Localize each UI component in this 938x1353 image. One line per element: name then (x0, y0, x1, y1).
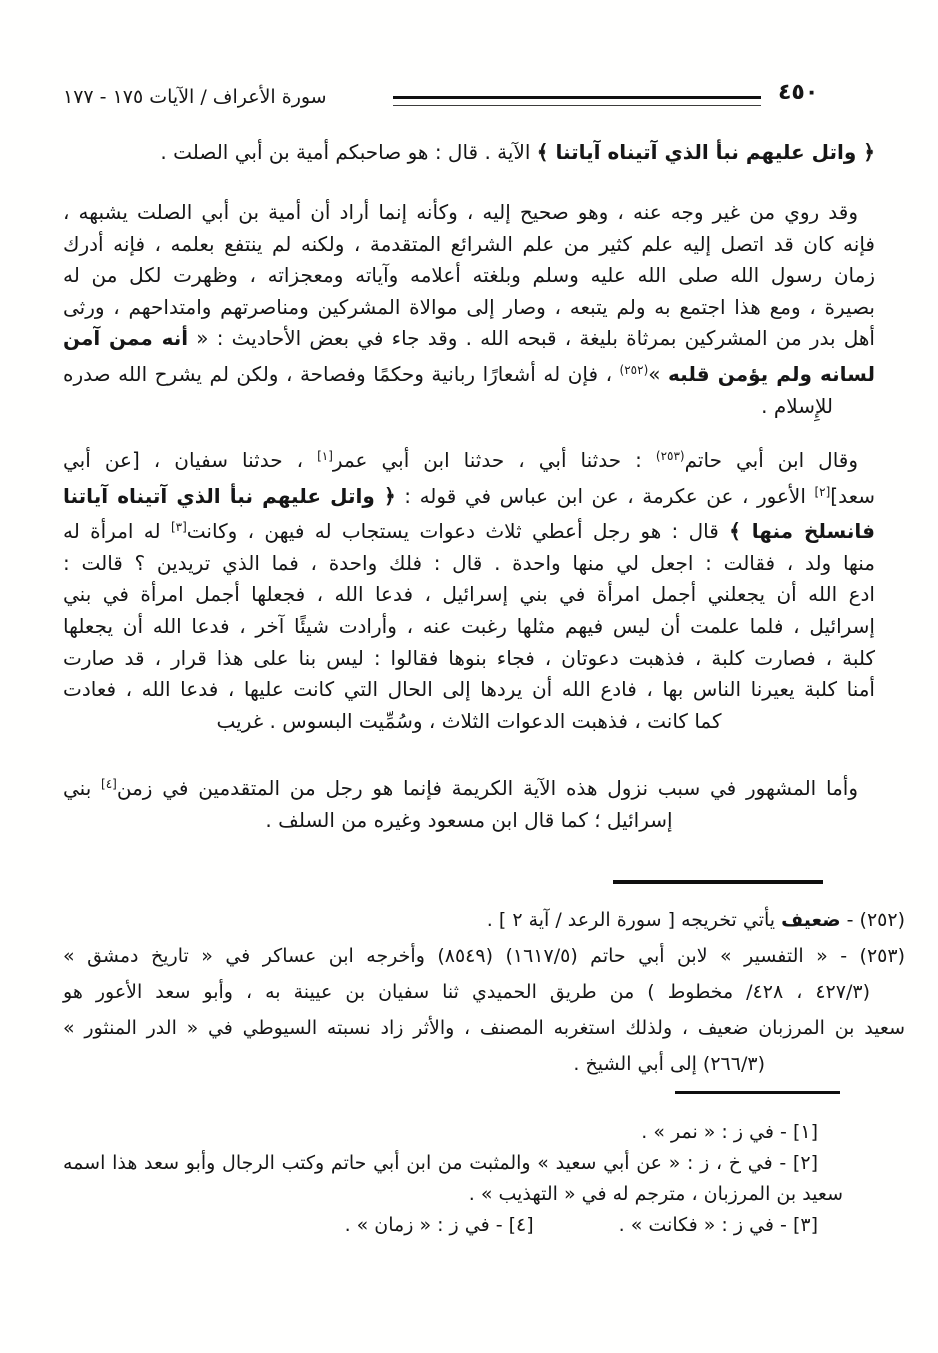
text-line (63, 579, 875, 611)
text-run: (٤٢٧/٣ ، ٤٢٨/ مخطوط ) من طريق الحميدي ثنا سفيان بن عيينة به ، وأبو سعد الأعور هو (63, 981, 870, 1003)
paragraph-umayya-ibn-abi-salt (63, 197, 875, 422)
text-line (63, 548, 875, 580)
emphasis-text: ﴿ واتل عليهم نبأ الذي آتيناه آياتنا (63, 483, 396, 508)
text-run: له امرأة له (63, 519, 171, 544)
text-run: بني (63, 776, 102, 800)
text-line (63, 974, 905, 1010)
text-line (63, 805, 875, 837)
text-line (63, 938, 905, 974)
text-run: بصيرة ، ومع هذا اجتمع به ولم يتبعه ، وصار إلى موالاة المشركين ومناصرتهم وامتداحهم ، ورثى (63, 294, 875, 319)
text-run: ، حدثنا سفيان ، [عن أبي (63, 448, 318, 472)
paragraph-revelation-cause (63, 769, 875, 836)
footnotes-takhrij (63, 902, 905, 1082)
text-run: (٢٥٣) - « التفسير » لابن أبي حاتم (١٦١٧/٥) (٨٥٤٩) وأخرجه ابن عساكر في « تاريخ دمشق » (63, 945, 905, 967)
text-run: : حدثنا أبي ، حدثنا ابن أبي عمر (332, 448, 656, 472)
text-line (63, 292, 875, 324)
text-run: (٢٦٦/٣) إلى أبي الشيخ . (573, 1053, 765, 1075)
footnote-marker: (٢٥٣) (655, 449, 685, 463)
text-run: وقد روي من غير وجه عنه ، وهو صحيح إليه ، وكأنه إنما أراد أن أمية بن أبي الصلت يشبهه ، (63, 200, 858, 224)
text-run: يأتي تخريجه [ سورة الرعد / آية ٢ ] . (486, 909, 782, 931)
text-line (63, 197, 875, 229)
text-line (63, 902, 905, 938)
text-run: زمان رسول الله صلى الله عليه وسلم وبلغته أعلامه وآياته ومعجزاته ، وظهرت لكل من له (63, 263, 875, 288)
emphasis-text: لسانه ولم يؤمن قلبه (668, 361, 876, 386)
text-run: قال : هو رجل أعطي ثلاث دعوات يستجاب له فيهن ، وكانت (186, 519, 730, 544)
page-number: ٤٥٠ (778, 80, 819, 105)
text-run: » (648, 361, 669, 386)
emphasis-text: ضعيف (781, 909, 841, 931)
emphasis-text: فانسلخ منها ﴾ (729, 519, 876, 544)
footnote-marker: [٤] (101, 777, 117, 791)
text-line (63, 1117, 843, 1148)
text-line (63, 441, 875, 477)
takhrij-footnotes-separator (613, 880, 823, 884)
text-line (63, 769, 875, 805)
text-run: وأما المشهور في سبب نزول هذه الآية الكريمة فإنما هو رجل من المتقدمين في زمن (116, 776, 858, 800)
paragraph-verse-citation (63, 137, 875, 169)
text-run: للإِسلام . (761, 393, 833, 418)
text-line (63, 643, 875, 675)
text-run: كما كانت ، فذهبت الدعوات الثلاث ، وسُمِّيت البسوس . غريب (216, 708, 722, 733)
footnote-marker: (٢٥٢) (619, 362, 649, 377)
paragraph-ibn-abi-hatim-narration (63, 441, 875, 737)
text-run: (٢٥٢) - (840, 909, 905, 931)
variants-footnotes-separator (675, 1091, 840, 1094)
text-line (63, 512, 875, 548)
text-line (63, 1046, 905, 1082)
text-run: سعيد بن المرزبان ضعيف ، ولذلك استغربه المصنف ، والأثر زاد نسبته السيوطي في « الدر المنثور » (63, 1017, 905, 1039)
emphasis-text: أنه ممن آمن (63, 326, 189, 351)
text-run: وقال ابن أبي حاتم (684, 448, 859, 472)
variants-row (63, 1210, 843, 1241)
text-run: إسرائيل ؛ كما قال ابن مسعود وغيره من السلف . (265, 807, 673, 832)
text-line (63, 229, 875, 261)
text-line (63, 1148, 843, 1179)
text-run: [٢] - في خ ، ز : « عن أبي سعيد » والمثبت من ابن أبي حاتم وكتب الرجال وأبو سعد هذا اسمه (63, 1152, 818, 1174)
text-line (63, 674, 875, 706)
variant-note-3: [٣] - في ز : « فكانت » . (618, 1214, 818, 1236)
section-title: سورة الأعراف / الآيات ١٧٥ - ١٧٧ (63, 86, 327, 108)
text-run: الأعور ، عن عكرمة ، عن ابن عباس في قوله : (395, 483, 815, 508)
text-run: ، فإن له أشعارًا ربانية وحكمًا وفصاحة ، ولكن لم يشرح الله صدره (63, 361, 620, 386)
text-run: كلبة ، فصارت كلبة ، فذهبت دعوتان ، فجاء بنوها فقالوا : ليس بنا على هذا قرار ، قد صارت (63, 645, 875, 670)
text-line (63, 323, 875, 355)
text-run: أهل بدر من المشركين بمرثاة بليغة ، قبحه الله . وقد جاء في بعض الأحاديث : « (188, 326, 875, 351)
footnotes-variants (63, 1117, 843, 1210)
text-line (63, 260, 875, 292)
header-rule (393, 96, 761, 106)
text-run: سعيد بن المرزبان ، مترجم له في « التهذيب » . (468, 1183, 843, 1205)
text-line (63, 611, 875, 643)
text-run: أمنا كلبة يعيرنا الناس بها ، فادع الله أن يردها إلى الحال التي كانت عليها ، فدعا الله ، فعادت (63, 677, 875, 702)
text-line (63, 706, 875, 738)
text-line (63, 1010, 905, 1046)
text-line (63, 1179, 843, 1210)
emphasis-text: ﴿ واتل عليهم نبأ الذي آتيناه آياتنا ﴾ (536, 140, 875, 164)
footnote-marker: [١] (317, 449, 333, 463)
text-line (63, 477, 875, 513)
text-line (63, 355, 875, 391)
text-run: سعد] (830, 483, 875, 508)
text-run: إسرائيل ، فلما علمت أن ليس فيهم مثلها رغبت عنه ، وأرادت شيئًا آخر ، فدعا الله أن يجعلها (63, 613, 875, 638)
text-run: ادع الله أن يجعلني أجمل امرأة في بني إسرائيل ، فدعا الله ، فجعلها أجمل امرأة في بني (63, 582, 875, 607)
footnote-marker: [٢] (814, 484, 831, 499)
variant-note-4: [٤] - في ز : « زمان » . (344, 1214, 534, 1236)
text-line (63, 391, 875, 423)
text-run: منها ولد ، فقالت : اجعل لي منها واحدة . قال : فلك واحدة ، فما الذي تريدين ؟ قالت : (63, 550, 875, 575)
text-run: فإنه كان قد اتصل إليه علم كثير من علم الشرائع المتقدمة ، ولكنه لم ينتفع بعلمه ، فإنه أدرك (63, 231, 875, 256)
footnote-marker: [٣] (170, 520, 187, 535)
text-run: [١] - في ز : « نمر » . (641, 1121, 818, 1143)
text-run: الآية . قال : هو صاحبكم أمية بن أبي الصلت . (160, 140, 537, 164)
text-line (63, 137, 875, 169)
